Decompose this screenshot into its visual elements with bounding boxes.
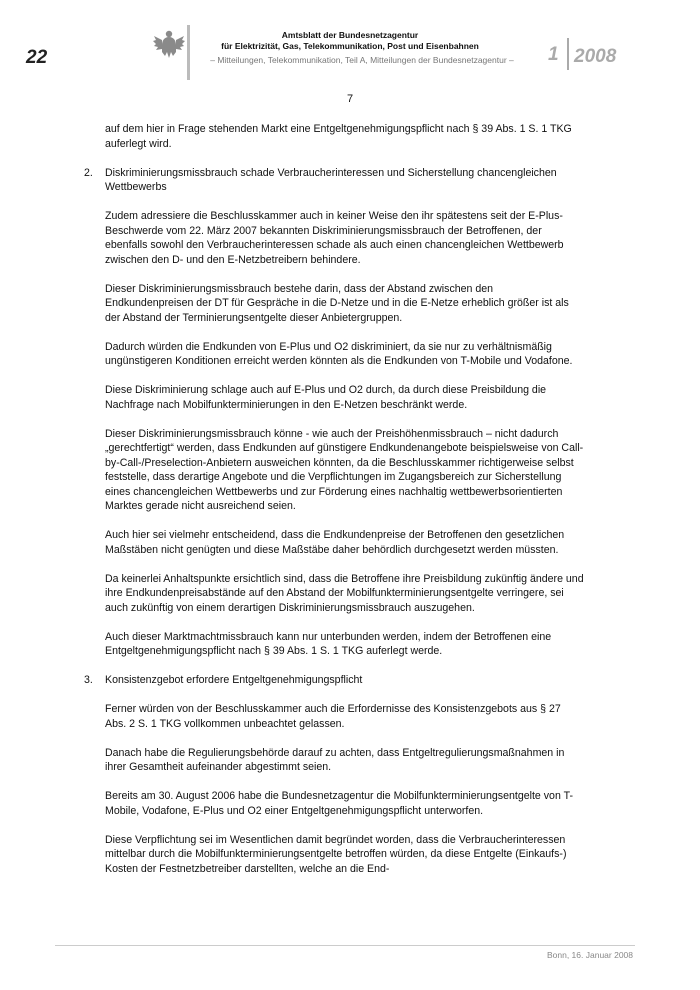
list-item-3 <box>84 673 584 688</box>
paragraph: Auch dieser Marktmachtmissbrauch kann nur unterbunden werden, indem der Betroffenen eine Entgeltgenehmigungspflicht nach § 39 Abs. 1 S. 1 TKG auferlegt werde. <box>105 630 552 657</box>
item-number: 3. <box>84 674 93 686</box>
paragraph: Zudem adressiere die Beschlusskammer auch in keiner Weise den ihr spätestens seit der E-Plus-Beschwerde vom 22. März 2007 bekannten Diskriminierungsmissbrauch der Betroffenen, der ebenfalls sowohl den Verbraucherinteressen schade als auch einen chancengleichen Wettbewerb zwischen den D- und den E-Netzbetreibern behindere. <box>105 210 564 266</box>
item-title: Konsistenzgebot erfordere Entgeltgenehmigungspflicht <box>105 674 363 686</box>
issue-divider <box>567 38 569 70</box>
intro-paragraph: auf dem hier in Frage stehenden Markt eine Entgeltgenehmigungspflicht nach § 39 Abs. 1 S. 1 TKG auferlegt wird. <box>105 123 572 150</box>
paragraph: Bereits am 30. August 2006 habe die Bundesnetzagentur die Mobilfunkterminierungsentgelte von T-Mobile, Vodafone, E-Plus und O2 einer Entgeltgenehmigungspflicht unterworfen. <box>105 790 573 817</box>
footer-place-date: Bonn, 16. Januar 2008 <box>546 950 633 960</box>
journal-subtitle: für Elektrizität, Gas, Telekommunikation, Post und Eisenbahnen <box>221 41 479 51</box>
paragraph: Diese Diskriminierung schlage auch auf E-Plus und O2 durch, da durch diese Preisbildung die Nachfrage nach Mobilfunkterminierungen in den E-Netzen beschränkt werde. <box>105 384 547 411</box>
paragraph: Ferner würden von der Beschlusskammer auch die Erfordernisse des Konsistenzgebots aus § 27 Abs. 2 S. 1 TKG vollkommen unbeachtet gelassen. <box>105 703 561 730</box>
list-item-2 <box>84 166 584 195</box>
paragraph: Dieser Diskriminierungsmissbrauch bestehe darin, dass der Abstand zwischen den Endkundenpreisen der DT für Gespräche in die D-Netze und in die E-Netze erheblich größer ist als der Abstand der Terminierungsentgelte dieser Anbietergruppen. <box>105 282 569 324</box>
item-title: Diskriminierungsmissbrauch schade Verbraucherinteressen und Sicherstellung chancengleichen Wettbewerbs <box>105 166 557 193</box>
document-body <box>84 122 584 891</box>
paragraph: Diese Verpflichtung sei im Wesentlichen damit begründet worden, dass die Verbraucherinteressen mittelbar durch die Mobilfunkterminierungsentgelte betroffen würden, da diese Entgelte (Einkaufs-) Kosten der Festnetzbetreiber darstellten, welche an die End- <box>105 833 567 875</box>
issue-number: 1 <box>548 44 559 65</box>
paragraph: Auch hier sei vielmehr entscheidend, dass die Endkundenpreise der Betroffenen den gesetzlichen Maßstäben nicht genügten und diese Maßstäbe daher behördlich durchgesetzt werden müssten. <box>105 529 565 556</box>
journal-title: Amtsblatt der Bundesnetzagentur <box>281 30 419 40</box>
subpage-number: 7 <box>346 93 354 105</box>
page-number: 22 <box>26 47 48 68</box>
paragraph: Da keinerlei Anhaltspunkte ersichtlich sind, dass die Betroffene ihre Preisbildung zukünftig ändere und ihre Endkundenpreisabstände auf den Abstand der Mobilfunkterminierungsentgelte verringere, sei auch zukünftig von einem derartigen Diskriminierungsmissbrauch auszugehen. <box>105 572 584 614</box>
item-number: 2. <box>84 166 93 179</box>
footer-divider <box>55 945 635 946</box>
issue-year: 2008 <box>574 46 617 67</box>
federal-eagle-icon <box>153 28 185 62</box>
paragraph: Dieser Diskriminierungsmissbrauch könne - wie auch der Preishöhenmissbrauch – nicht dadurch „gerechtfertigt“ werden, dass Endkunden auf günstigere Endkundenangebote beispielsweise von Call-by-Call-/Preselection-Anbietern ausweichen könnten, da die Beschlusskammer richtigerweise selbst feststelle, dass derartige Angebote und die Verpflichtungen im Zugangsbereich zur Sicherstellung eines chancengleichen Wettbewerbs und zur Förderung eines nachhaltig wettbewerbsorientierten Marktes gerade nicht ausreichend seien. <box>105 427 584 512</box>
journal-section: – Mitteilungen, Telekommunikation, Teil A, Mitteilungen der Bundesnetzagentur – <box>210 55 514 65</box>
paragraph: Dadurch würden die Endkunden von E-Plus und O2 diskriminiert, da sie nur zu verhältnismäßig ungünstigeren Konditionen erreicht werden könnten als die Endkunden von T-Mobile und Vodafone. <box>105 340 573 367</box>
paragraph: Danach habe die Regulierungsbehörde darauf zu achten, dass Entgeltregulierungsmaßnahmen in ihrer Gesamtheit aufeinander abgestimmt seien. <box>105 746 565 773</box>
